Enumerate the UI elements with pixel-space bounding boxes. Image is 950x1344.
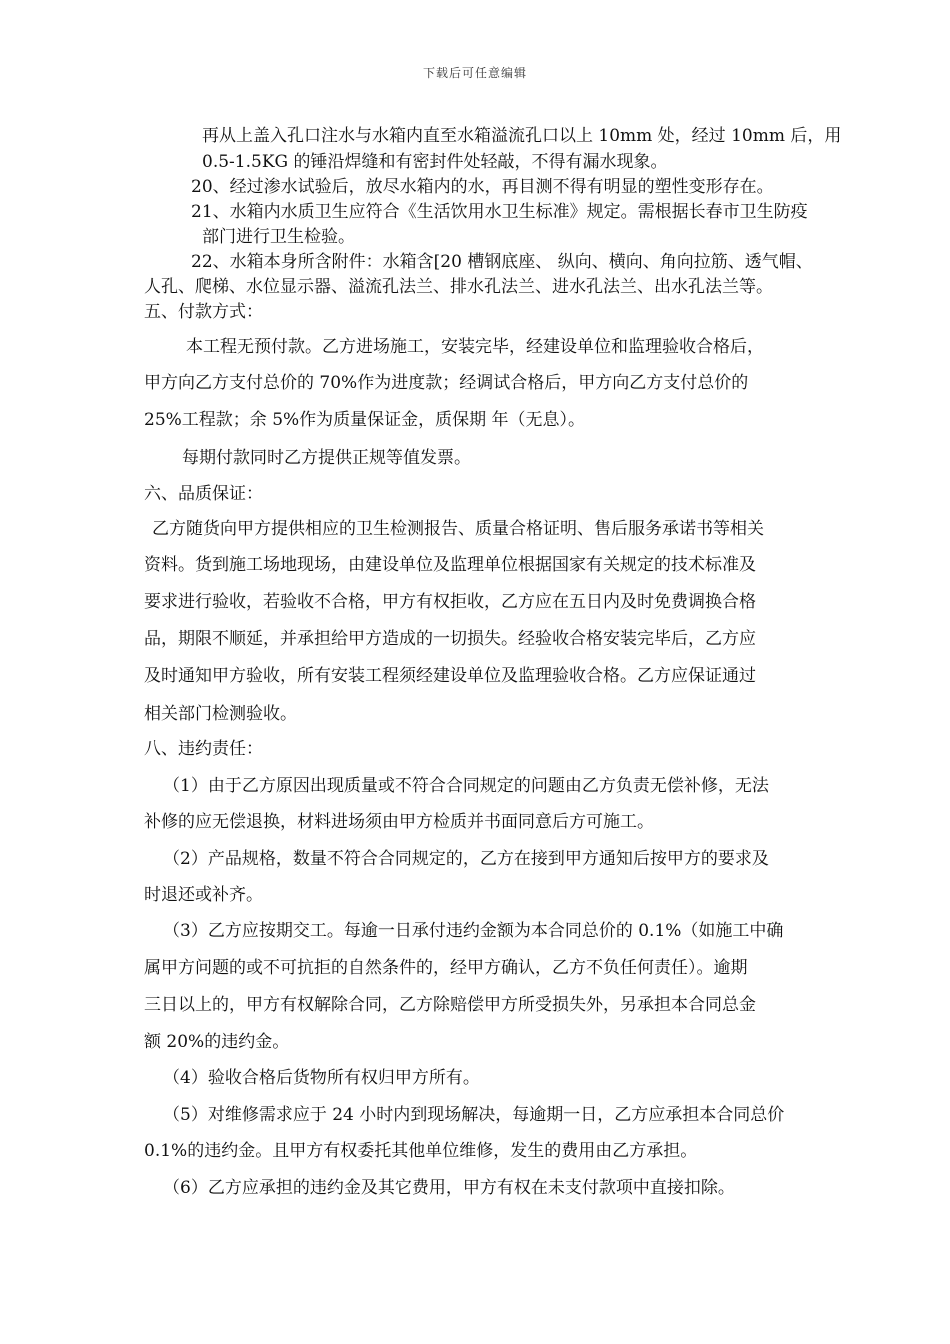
- body-line: 时退还或补齐。: [144, 885, 263, 905]
- section-heading: 六、品质保证：: [144, 484, 263, 504]
- body-line: 20、经过渗水试验后，放尽水箱内的水，再目测不得有明显的塑性变形存在。: [191, 177, 774, 197]
- body-line: 22、水箱本身所含附件：水箱含[20 槽钢底座、 纵向、横向、角向拉筋、透气帽、: [191, 252, 813, 272]
- body-line: （2）产品规格，数量不符合合同规定的，乙方在接到甲方通知后按甲方的要求及: [163, 849, 769, 869]
- body-line: 再从上盖入孔口注水与水箱内直至水箱溢流孔口以上 10mm 处，经过 10mm 后，用: [202, 126, 842, 146]
- body-line: 品，期限不顺延，并承担给甲方造成的一切损失。经验收合格安装完毕后，乙方应: [144, 629, 756, 649]
- body-line: （4）验收合格后货物所有权归甲方所有。: [163, 1068, 480, 1088]
- body-line: 资料。货到施工场地现场，由建设单位及监理单位根据国家有关规定的技术标准及: [144, 555, 756, 575]
- body-line: （5）对维修需求应于 24 小时内到现场解决，每逾期一日，乙方应承担本合同总价: [163, 1105, 785, 1125]
- body-line: 0.5-1.5KG 的锤沿焊缝和有密封件处轻敲，不得有漏水现象。: [202, 152, 668, 172]
- body-line: 0.1%的违约金。且甲方有权委托其他单位维修，发生的费用由乙方承担。: [144, 1141, 698, 1161]
- body-line: （3）乙方应按期交工。每逾一日承付违约金额为本合同总价的 0.1%（如施工中确: [163, 921, 784, 941]
- body-line: 本工程无预付款。乙方进场施工，安装完毕，经建设单位和监理验收合格后，: [186, 337, 764, 357]
- section-heading: 八、违约责任：: [144, 739, 263, 759]
- body-line: 补修的应无偿退换，材料进场须由甲方检质并书面同意后方可施工。: [144, 812, 654, 832]
- body-line: 额 20%的违约金。: [144, 1032, 290, 1052]
- body-line: 甲方向乙方支付总价的 70%作为进度款；经调试合格后，甲方向乙方支付总价的: [144, 373, 749, 393]
- body-line: 每期付款同时乙方提供正规等值发票。: [182, 448, 471, 468]
- body-line: 属甲方问题的或不可抗拒的自然条件的，经甲方确认，乙方不负任何责任）。逾期: [144, 958, 748, 978]
- body-line: 及时通知甲方验收，所有安装工程须经建设单位及监理验收合格。乙方应保证通过: [144, 666, 756, 686]
- body-line: 25%工程款；余 5%作为质量保证金，质保期 年（无息）。: [144, 410, 586, 430]
- body-line: 21、水箱内水质卫生应符合《生活饮用水卫生标准》规定。需根据长春市卫生防疫: [191, 202, 808, 222]
- body-line: 相关部门检测验收。: [144, 704, 297, 724]
- section-heading: 五、付款方式：: [144, 302, 263, 322]
- body-line: 部门进行卫生检验。: [202, 227, 355, 247]
- body-line: 乙方随货向甲方提供相应的卫生检测报告、质量合格证明、售后服务承诺书等相关: [152, 519, 764, 539]
- page-header: 下载后可任意编辑: [422, 66, 527, 80]
- body-line: 人孔、爬梯、水位显示器、溢流孔法兰、排水孔法兰、进水孔法兰、出水孔法兰等。: [144, 277, 773, 297]
- body-line: （6）乙方应承担的违约金及其它费用，甲方有权在未支付款项中直接扣除。: [163, 1178, 735, 1198]
- body-line: 要求进行验收，若验收不合格，甲方有权拒收，乙方应在五日内及时免费调换合格: [144, 592, 756, 612]
- body-line: （1）由于乙方原因出现质量或不符合合同规定的问题由乙方负责无偿补修，无法: [163, 776, 769, 796]
- body-line: 三日以上的，甲方有权解除合同，乙方除赔偿甲方所受损失外，另承担本合同总金: [144, 995, 756, 1015]
